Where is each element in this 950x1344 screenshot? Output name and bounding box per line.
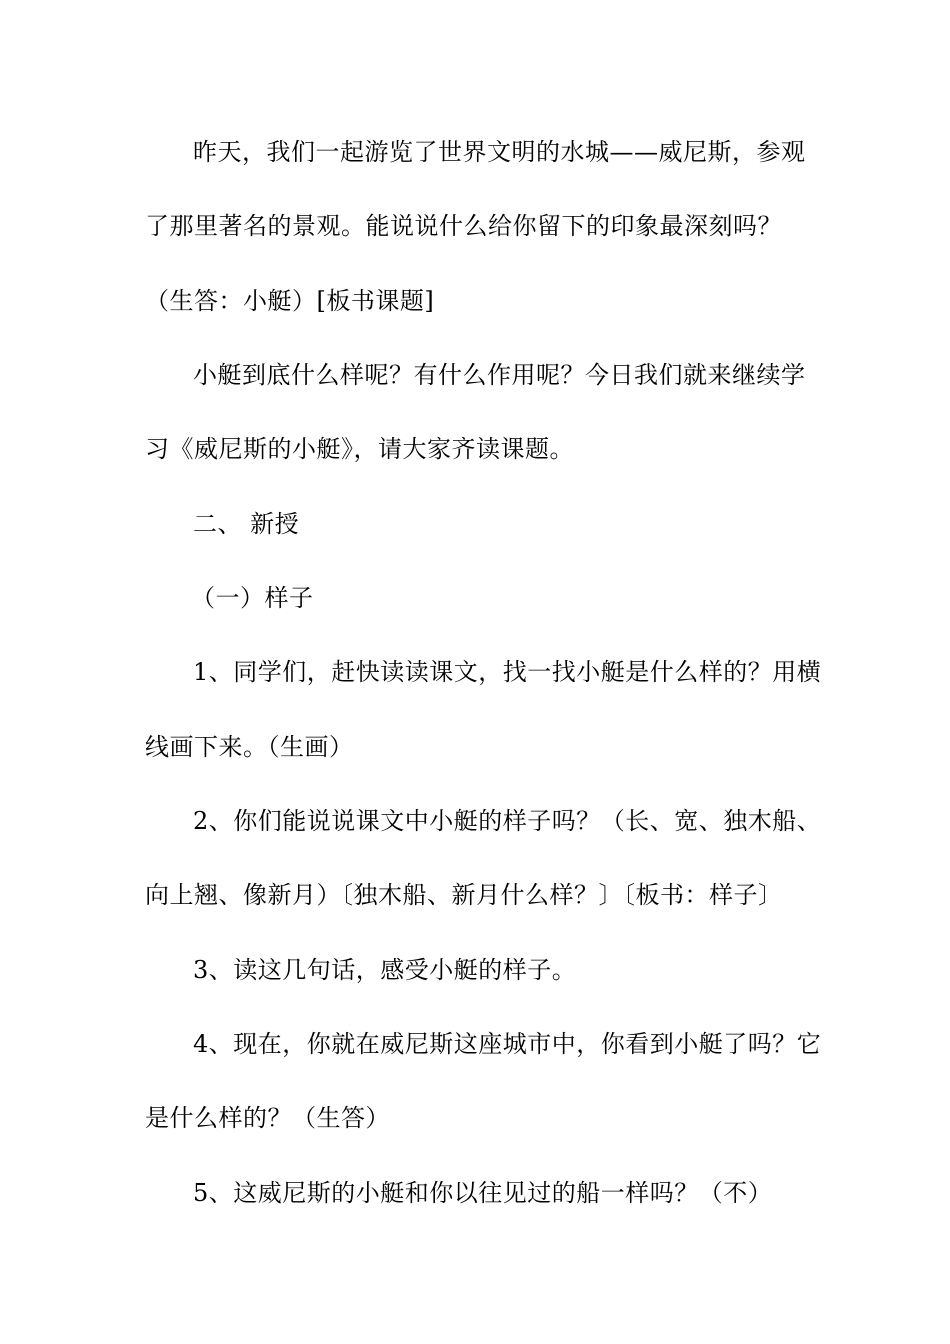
section-heading-new-lesson: 二、 新授	[193, 510, 300, 538]
list-item-4-line-1: 4、现在，你就在威尼斯这座城市中，你看到小艇了吗？它	[193, 1030, 822, 1058]
paragraph-line-1: 昨天，我们一起游览了世界文明的水城——威尼斯，参观	[193, 138, 806, 166]
list-item-2-line-1: 2、你们能说说课文中小艇的样子吗？（长、宽、独木船、	[193, 807, 822, 835]
paragraph-line-4: 小艇到底什么样呢？有什么作用呢？今日我们就来继续学	[193, 361, 806, 389]
subsection-heading-appearance: （一）样子	[191, 584, 314, 612]
list-item-4-line-2: 是什么样的？（生答）	[145, 1104, 390, 1132]
list-item-3: 3、读这几句话，感受小艇的样子。	[193, 956, 577, 984]
paragraph-line-5: 习《威尼斯的小艇》，请大家齐读课题。	[145, 435, 574, 463]
list-item-1-line-1: 1、同学们，赶快读读课文，找一找小艇是什么样的？用横	[193, 658, 822, 686]
paragraph-line-2: 了那里著名的景观。能说说什么给你留下的印象最深刻吗？	[145, 212, 782, 240]
list-item-5: 5、这威尼斯的小艇和你以往见过的船一样吗？（不）	[193, 1179, 773, 1207]
paragraph-line-3: （生答：小艇）[板书课题]	[145, 287, 435, 315]
list-item-2-line-2: 向上翘、像新月）〔独木船、新月什么样？〕〔板书：样子〕	[145, 881, 783, 909]
list-item-1-line-2: 线画下来。（生画）	[145, 733, 354, 761]
